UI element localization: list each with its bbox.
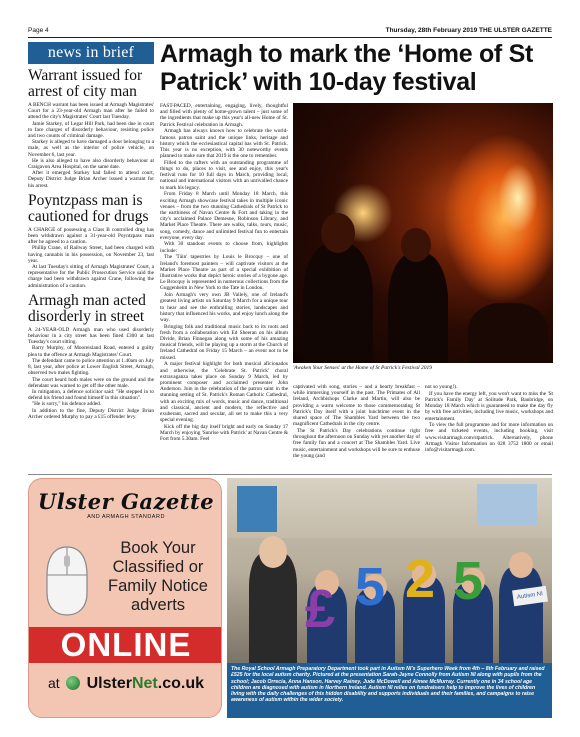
autism-ni-banner: Autism NI (512, 586, 548, 607)
brief-paragraph: At last Tuesday's sitting of Armagh Magistrates' Court, a representative for the Public Prosecution Service said the charge had been withdrawn against Crane, following the administration of a caution. (28, 264, 154, 289)
brief-paragraph: A 24-YEAR-OLD Armagh man who used disorderly behaviour in a city street has been fined £300 at last Tuesday's court sitting. (28, 326, 154, 346)
advert-line: Family Notice (108, 577, 208, 595)
news-in-brief-banner: news in brief (28, 42, 154, 64)
brief-story-poyntzpass (28, 193, 154, 289)
brief-paragraph: The defendant came to police attention at 1.40am on July 8, last year, after police at Lower English Street, Armagh, observed two males fighting. (28, 357, 154, 377)
site-name-net: Net (131, 675, 158, 692)
digit-card: 5 (355, 557, 386, 617)
at-label: at (48, 675, 60, 691)
brief-paragraph: A CHARGE of possessing a Class B controlled drug has been withdrawn against a 31-year-old Poyntzpass man after he agreed to a caution. (28, 226, 154, 246)
digit-card: 5 (453, 551, 484, 611)
advert-line: Book Your (120, 539, 196, 557)
digit-card: 2 (405, 549, 436, 609)
brief-paragraph: A BENCH warrant has been issued at Armagh Magistrates' Court for a 23-year-old Armagh man after he failed to attend the city's Magistrates' Court last Tuesday. (28, 102, 154, 121)
article-paragraph: Bringing folk and traditional music back to its roots and fresh from a collaboration with Ed Sheeran on his album Divide, Brian Finnegan along with some of his amazing musical friends, will be playing up a storm at the Church of Ireland Cathedral on Friday 15 March – an event not to be missed. (160, 323, 288, 361)
article-paragraph: Kick off the big day itself bright and early on Sunday 17 March by enjoying 'Sunrise with Patrick' at Navan Centre & Fort from 5.30am. Feel (160, 423, 288, 443)
ulster-gazette-logo: Ulster Gazette (37, 489, 215, 514)
ulsternet-link[interactable] (29, 675, 222, 693)
autism-fundraiser-photo (227, 478, 552, 663)
article-paragraph: captivated with song, stories – and a hearty breakfast – while immersing yourself in the past. The Primates of All Ireland, Archbishops Clarke and Martin, will also be providing a warm welcome to those commemorating St Patrick's Day itself with a joint lunchtime event in the shared space of The Shambles Yard between the two magnificent Cathedrals in the city centre. (293, 384, 420, 428)
site-domain: .co.uk (157, 675, 204, 692)
logo-subtitle: AND ARMAGH STANDARD (87, 514, 165, 520)
brief-story-warrant (28, 68, 154, 189)
article-paragraph: If you have the energy left, you won't want to miss the 'St Patrick's Family Day' at Solitude Park, Banbridge, on Monday 18 March which is guaranteed to make the day fly by with free activities, including live music, workshops and entertainment. (425, 390, 553, 422)
article-column-3 (425, 384, 553, 472)
classified-advert[interactable] (28, 478, 222, 718)
brief-story-title: Warrant issued for arrest of city man (28, 68, 143, 100)
main-headline: Armagh to mark the ‘Home of St Patrick’ with 10-day festival (160, 40, 533, 96)
brief-paragraph: In mitigation, a defence solicitor said: "He stepped in to defend his friend and found himself in this situation". (28, 388, 154, 402)
dateline: Thursday, 28th February 2019 THE ULSTER GAZETTE (385, 27, 552, 34)
section-divider (28, 474, 552, 475)
online-banner: ONLINE (29, 627, 222, 663)
brief-paragraph: Barry Murphy, of Mooreisland Road, entered a guilty plea to the offence at Armagh Magistrates' Court. (28, 345, 154, 358)
brief-paragraph: Jamie Starkey, of Legar Hill Park, had been due in court to face charges of disorderly behaviour, resisting police and two counts of criminal damage. (28, 120, 154, 140)
advert-line: adverts (130, 596, 186, 614)
article-paragraph: With 30 standout events to choose from, highlights include: (160, 241, 288, 254)
photo-caption: 'Awaken Your Senses' at the Home of St Patrick's Festival 2019 (293, 365, 432, 371)
news-in-brief-column (28, 68, 154, 472)
brief-paragraph: Starkey is alleged to have damaged a door belonging to a male, as well as the interior of police vehicle, on November 6, last year. (28, 139, 154, 158)
brief-paragraph: "He is sorry," his defence added. (32, 401, 102, 408)
article-paragraph: A major festival highlight for both musical aficionados and otherwise, the 'Celebrate St. Patrick' choral extravaganza takes place on Sunday 9 March, led by prominent composer and acclaimed presenter John Anderson. Join in the celebration of the patron saint in the stunning setting of St. Patrick's Roman Catholic Cathedral, with an exciting mix of words, music and dance, traditional and classical, ancient and modern, the reflective and exuberant, sacred and secular, all set to make this a very special evening. (160, 361, 288, 424)
fundraiser-caption: The Royal School Armagh Preparatory Department took part in Autism NI's Superhero Week from 4th – 8th February and raised £525 for the local autism charity. Pictured at the presentation Sarah-Jayne Connolly from Autism NI along with pupils from the school; Jacob Orrecia, Anna Hanson, Harvey Rainey, Jude McDowell and Aimee McMurray. Currently one in 34 school age children are diagnosed with autism in Northern Ireland. Autism NI relies on fundraisers help to improve the lives of children living with the daily challenges of this hidden disability and supports individuals and their families, and campaigns to raise awareness of autism within the wider society. (227, 663, 552, 718)
page-header (28, 26, 552, 38)
brief-paragraph: The court heard both males were on the ground and the defendant was warned to get off the other male. (28, 376, 154, 389)
article-column-2 (293, 384, 420, 472)
brief-paragraph: Phillip Crane, of Railway Street, had been charged with having cannabis in his possession, on November 23, last year. (28, 245, 154, 264)
brief-story-title: Poyntzpass man is cautioned for drugs (28, 191, 149, 225)
page-number: Page 4 (28, 27, 49, 34)
article-paragraph: From Friday 8 March until Monday 18 March, this exciting Armagh showcase festival takes in multiple iconic venues – from the two stunning Cathedrals of St Patrick to the earthiness of Navan Centre & Fort and taking in the city's acclaimed Palace Demesne, Robinson Library, and Market Place Theatre. There are walks, talks, tours, music, song, comedy, dance and unlimited festival fun to entertain everyone, every day. (160, 191, 288, 241)
article-paragraph: FAST-PACED, entertaining, engaging, lively, thoughtful and filled with plenty of home-grown talent – just some of the ingredients that make up this year's all-new Home of St. Patrick Festival celebration in Armagh. (160, 103, 288, 128)
article-paragraph: Armagh has always known how to celebrate the world-famous patron saint and the unique links, heritage and history which the ecclesiastical capital has with St. Patrick. This year is no exception, with 30 noteworthy events planned to make sure that 2019 is the one to remember. (160, 128, 288, 160)
article-paragraph: The St Patrick's Day celebrations continue right throughout the afternoon on Sunday with yet another day of free family fun and a concert at The Shambles Yard. Live music, entertainment and workshops will be sure to enthuse the young (and (293, 427, 420, 459)
article-paragraph: The 'Táin' tapestries by Louis le Brocquy – one of Ireland's foremost painters – will captivate visitors at the Market Place Theatre as part of a special exhibition of illustrative works that depict heroic stories of a bygone age. Le Brocquy is represented in numerous collections from the Guggenheim in New York to the Tate in London. (160, 254, 288, 292)
advert-message (99, 539, 217, 615)
brief-story-disorderly (28, 293, 154, 420)
globe-icon (66, 676, 80, 690)
article-paragraph: To view the full programme and for more information on free and ticketed events, including booking, visit www.visitarmagh.com/stpatrick. Alternatively, phone Armagh Visitor Information on 028 3752 1800 or email info@visitarmagh.com. (425, 422, 553, 454)
brief-paragraph: After it emerged Starkey had failed to attend court, Deputy District Judge Brian Archer issued a warrant for his arrest. (28, 170, 154, 189)
brief-paragraph: In addition to the fine, Deputy District Judge Brian Archer ordered Murphy to pay a £15 offender levy. (28, 407, 154, 420)
article-paragraph: Join Armagh's very own JB Vallely, one of Ireland's greatest living artists on Saturday 9 March for a unique tour to hear and see the enthralling stories, landscapes and history that influenced his works, and enjoy lunch along the way. (160, 292, 288, 323)
article-paragraph: not so young!). (425, 384, 458, 390)
article-paragraph: Filled to the rafters with an outstanding programme of things to do, places to visit, see and enjoy, this year's festival runs for 10 full days in March, providing local, national and international visitors with an unrivalled chance to mark his legacy. (160, 159, 288, 191)
festival-fire-photo (293, 103, 553, 363)
brief-story-title: Armagh man acted disorderly in street (28, 291, 146, 325)
computer-mouse-icon (43, 545, 91, 617)
article-column-1 (160, 103, 288, 472)
advert-line: Classified or (112, 558, 204, 576)
pound-sign-card: £ (305, 579, 336, 639)
brief-paragraph: He is also alleged to have also disorderly behaviour at Craigavon Area Hospital, on the same date. (28, 157, 154, 171)
site-name-ulster: Ulster (86, 675, 132, 692)
